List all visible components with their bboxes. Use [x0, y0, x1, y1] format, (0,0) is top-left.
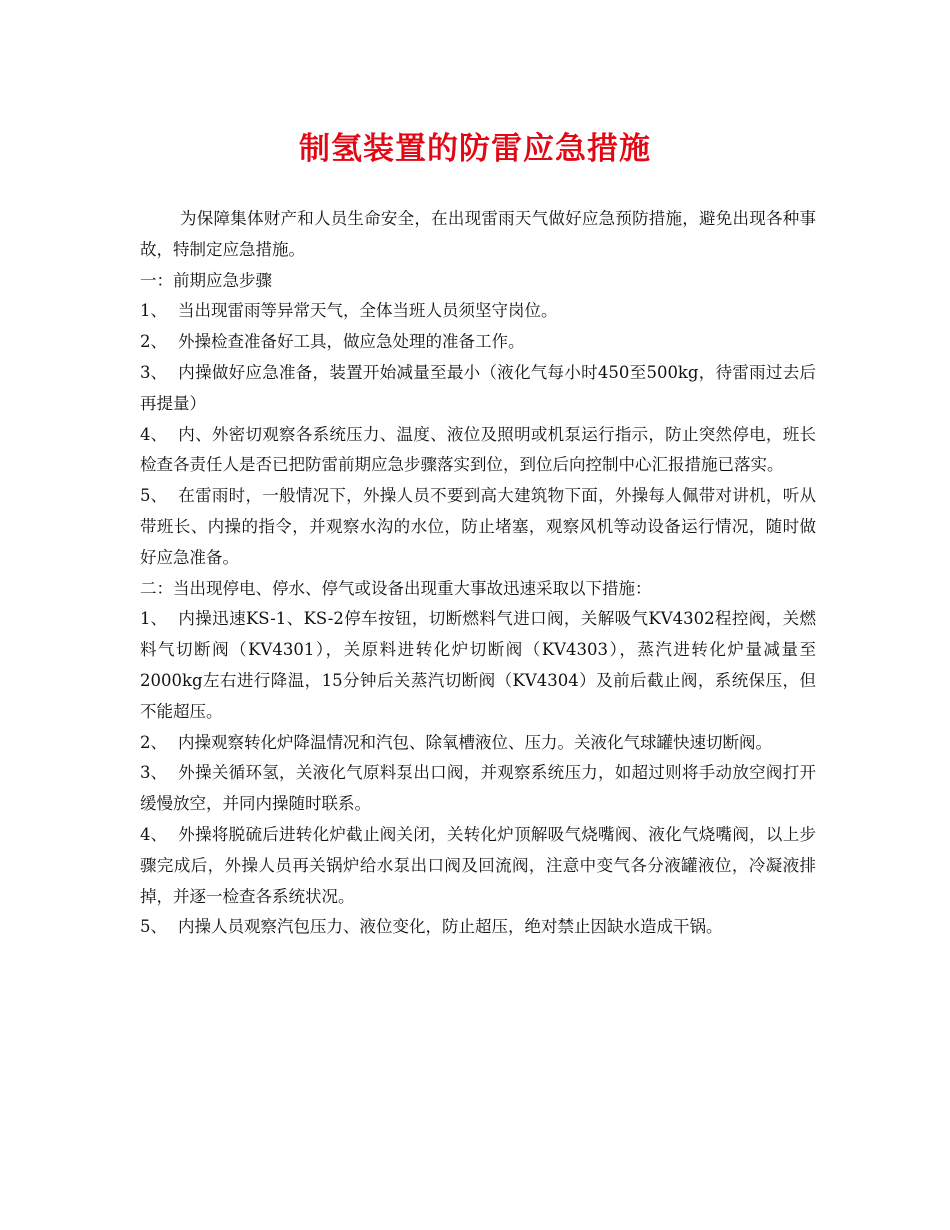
item-text: 外操检查准备好工具，做应急处理的准备工作。	[178, 332, 525, 352]
item-text: 内、外密切观察各系统压力、温度、液位及照明或机泵运行指示，防止突然停电，班长检查各责任人是否已把防雷前期应急步骤落实到位，到位后向控制中心汇报措施已落实。	[140, 424, 816, 475]
item-text: 在雷雨时，一般情况下，外操人员不要到高大建筑物下面，外操每人佩带对讲机，听从带班长、内操的指令，并观察水沟的水位，防止堵塞，观察风机等动设备运行情况，随时做好应急准备。	[140, 486, 816, 567]
document-title: 制氢装置的防雷应急措施	[299, 131, 651, 167]
section2-item-4	[140, 820, 816, 912]
item-number: 1、	[140, 301, 167, 321]
item-text: 内操做好应急准备，装置开始减量至最小（液化气每小时450至500kg，待雷雨过去后再提量）	[140, 362, 816, 413]
intro-paragraph: 为保障集体财产和人员生命安全，在出现雷雨天气做好应急预防措施，避免出现各种事故，特制定应急措施。	[140, 209, 816, 259]
item-text: 外操关循环氢，关液化气原料泵出口阀，并观察系统压力，如超过则将手动放空阀打开缓慢放空，并同内操随时联系。	[140, 763, 816, 814]
section1-item-4	[140, 420, 816, 482]
section1-item-5	[140, 481, 816, 573]
item-number: 4、	[140, 824, 167, 844]
item-number: 5、	[140, 486, 167, 506]
item-text: 内操观察转化炉降温情况和汽包、除氧槽液位、压力。关液化气球罐快速切断阀。	[178, 732, 772, 752]
item-number: 3、	[140, 362, 167, 382]
item-number: 1、	[140, 609, 167, 629]
section-heading-2: 二：当出现停电、停水、停气或设备出现重大事故迅速采取以下措施：	[140, 578, 652, 598]
item-text: 内操迅速KS-1、KS-2停车按钮，切断燃料气进口阀，关解吸气KV4302程控阀，关燃料气切断阀（KV4301），关原料进转化炉切断阀（KV4303），蒸汽进转化炉量减量至2000kg左右进行降温，15分钟后关蒸汽切断阀（KV4304）及前后截止阀，系统保压，但不能超压。	[140, 609, 816, 721]
section2-item-2	[140, 728, 816, 759]
section1-item-1	[140, 296, 816, 327]
section2-item-5	[140, 912, 816, 943]
document-body	[140, 204, 816, 943]
item-number: 2、	[140, 332, 167, 352]
item-text: 内操人员观察汽包压力、液位变化，防止超压，绝对禁止因缺水造成干锅。	[178, 917, 723, 937]
section1-item-3	[140, 358, 816, 420]
item-number: 3、	[140, 763, 167, 783]
section-heading-1: 一：前期应急步骤	[140, 270, 272, 290]
section1-item-2	[140, 327, 816, 358]
item-text: 外操将脱硫后进转化炉截止阀关闭，关转化炉顶解吸气烧嘴阀、液化气烧嘴阀，以上步骤完成后，外操人员再关锅炉给水泵出口阀及回流阀，注意中变气各分液罐液位，冷凝液排掉，并逐一检查各系统状况。	[140, 824, 816, 906]
item-number: 5、	[140, 917, 167, 937]
item-number: 4、	[140, 424, 167, 444]
item-number: 2、	[140, 732, 167, 752]
item-text: 当出现雷雨等异常天气，全体当班人员须坚守岗位。	[178, 301, 558, 321]
section2-item-3	[140, 758, 816, 820]
section2-item-1	[140, 604, 816, 727]
